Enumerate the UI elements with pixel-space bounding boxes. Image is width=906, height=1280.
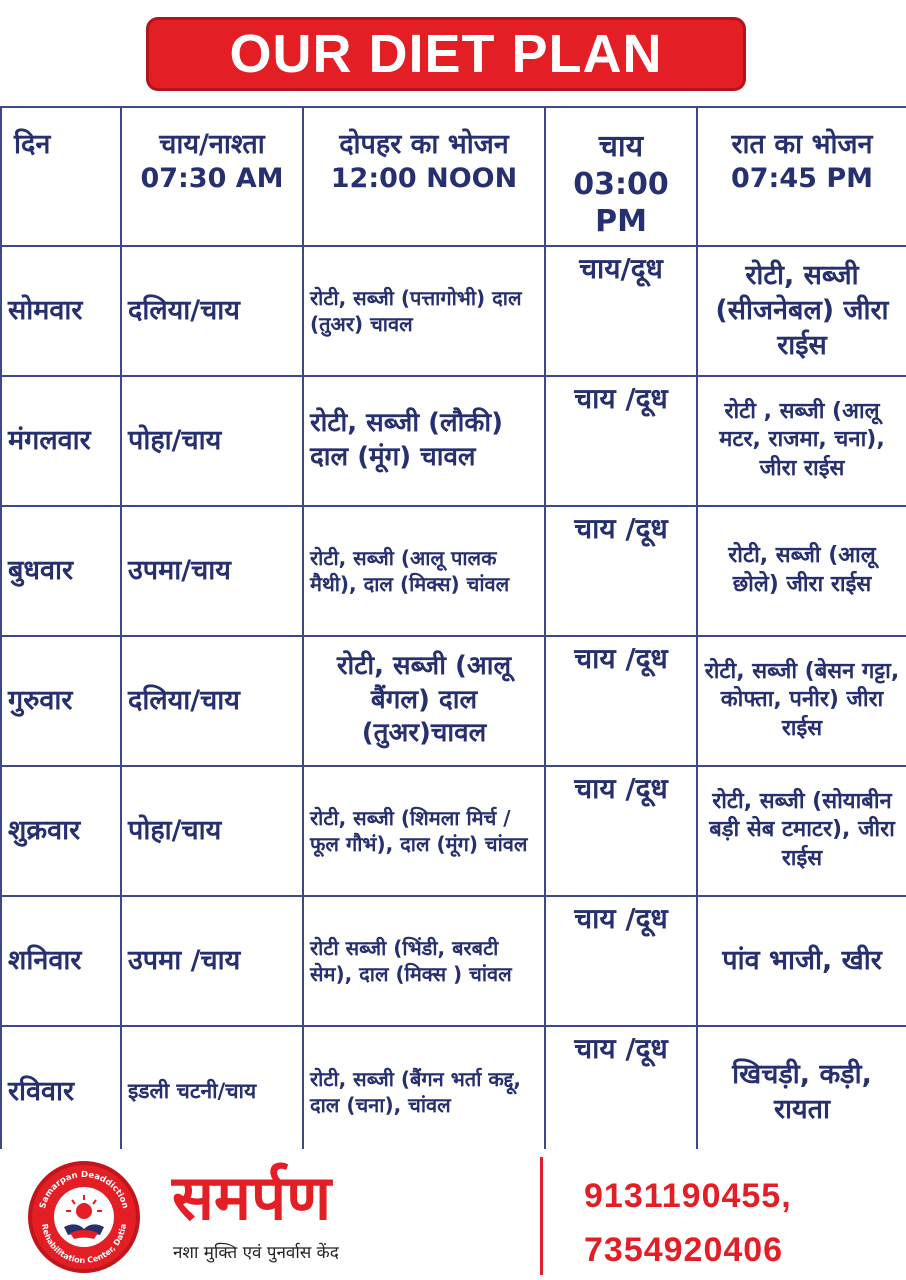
header-lunch xyxy=(303,107,545,246)
day-cell: गुरुवार xyxy=(1,636,121,766)
dinner-cell: पांव भाजी, खीर xyxy=(697,896,906,1026)
dinner-cell: रोटी, सब्जी (सीजनेबल) जीरा राईस xyxy=(697,246,906,376)
hands-sun-icon xyxy=(54,1187,114,1247)
dinner-cell: खिचड़ी, कड़ी, रायता xyxy=(697,1026,906,1159)
lunch-cell: रोटी, सब्जी (शिमला मिर्च /फूल गौभं), दाल (मूंग) चांवल xyxy=(303,766,545,896)
day-cell: शुक्रवार xyxy=(1,766,121,896)
header-lunch-time: 12:00 NOON xyxy=(330,162,518,194)
breakfast-cell: उपमा/चाय xyxy=(121,506,303,636)
tea-cell: चाय /दूध xyxy=(545,636,697,766)
dinner-cell: रोटी , सब्जी (आलू मटर, राजमा, चना), जीरा राईस xyxy=(697,376,906,506)
header-tea-time: 03:00 PM xyxy=(573,166,669,239)
phone-number-1[interactable]: 9131190455, xyxy=(584,1177,792,1215)
day-cell: शनिवार xyxy=(1,896,121,1026)
table-row xyxy=(1,1026,906,1159)
table-row xyxy=(1,376,906,506)
logo-text-top: Samarpan Deaddiction xyxy=(37,1169,131,1210)
page-title: OUR DIET PLAN xyxy=(229,24,663,84)
table-row xyxy=(1,636,906,766)
title-banner xyxy=(146,17,746,91)
brand-tagline: नशा मुक्ति एवं पुनर्वास केंद xyxy=(173,1243,339,1263)
breakfast-cell: इडली चटनी/चाय xyxy=(121,1026,303,1159)
table-row xyxy=(1,896,906,1026)
diet-plan-table xyxy=(0,106,906,1160)
breakfast-cell: पोहा/चाय xyxy=(121,766,303,896)
tea-cell: चाय /दूध xyxy=(545,506,697,636)
lunch-cell: रोटी सब्जी (भिंडी, बरबटी सेम), दाल (मिक्स ) चांवल xyxy=(303,896,545,1026)
day-cell: मंगलवार xyxy=(1,376,121,506)
brand-name: समर्पण xyxy=(172,1161,332,1234)
logo-emblem xyxy=(54,1187,114,1247)
header-tea xyxy=(545,107,697,246)
lunch-cell: रोटी, सब्जी (बैंगन भर्ता कद्दू, दाल (चना), चांवल xyxy=(303,1026,545,1159)
table-row xyxy=(1,506,906,636)
header-row xyxy=(1,107,906,246)
dinner-cell: रोटी, सब्जी (बेसन गट्टा, कोफ्ता, पनीर) जीरा राईस xyxy=(697,636,906,766)
header-breakfast-time: 07:30 AM xyxy=(140,162,284,194)
lunch-cell: रोटी, सब्जी (लौकी) दाल (मूंग) चावल xyxy=(303,376,545,506)
dinner-cell: रोटी, सब्जी (आलू छोले) जीरा राईस xyxy=(697,506,906,636)
day-cell: रविवार xyxy=(1,1026,121,1159)
header-day: दिन xyxy=(1,107,121,246)
header-dinner xyxy=(697,107,906,246)
lunch-cell: रोटी, सब्जी (आलू पालक मैथी), दाल (मिक्स) चांवल xyxy=(303,506,545,636)
table-row xyxy=(1,246,906,376)
samarpan-logo xyxy=(28,1161,140,1273)
header-tea-label: चाय xyxy=(598,129,644,164)
day-cell: बुधवार xyxy=(1,506,121,636)
tea-cell: चाय /दूध xyxy=(545,766,697,896)
footer-divider xyxy=(540,1157,543,1275)
header-breakfast-label: चाय/नाश्ता xyxy=(159,129,265,160)
lunch-cell: रोटी, सब्जी (पत्तागोभी) दाल (तुअर) चावल xyxy=(303,246,545,376)
day-cell: सोमवार xyxy=(1,246,121,376)
tea-cell: चाय /दूध xyxy=(545,376,697,506)
phone-number-2[interactable]: 7354920406 xyxy=(584,1231,784,1269)
tea-cell: चाय /दूध xyxy=(545,896,697,1026)
header-dinner-label: रात का भोजन xyxy=(731,129,873,160)
table-row xyxy=(1,766,906,896)
breakfast-cell: दलिया/चाय xyxy=(121,636,303,766)
breakfast-cell: उपमा /चाय xyxy=(121,896,303,1026)
footer xyxy=(0,1149,906,1280)
lunch-cell: रोटी, सब्जी (आलू बैंगल) दाल (तुअर)चावल xyxy=(303,636,545,766)
breakfast-cell: पोहा/चाय xyxy=(121,376,303,506)
dinner-cell: रोटी, सब्जी (सोयाबीन बड़ी सेब टमाटर), जीरा राईस xyxy=(697,766,906,896)
breakfast-cell: दलिया/चाय xyxy=(121,246,303,376)
header-dinner-time: 07:45 PM xyxy=(730,162,873,194)
header-lunch-label: दोपहर का भोजन xyxy=(339,129,509,160)
header-breakfast xyxy=(121,107,303,246)
tea-cell: चाय/दूध xyxy=(545,246,697,376)
logo-text-bottom: Rehabilitation Center, Datia xyxy=(40,1223,128,1266)
tea-cell: चाय /दूध xyxy=(545,1026,697,1159)
